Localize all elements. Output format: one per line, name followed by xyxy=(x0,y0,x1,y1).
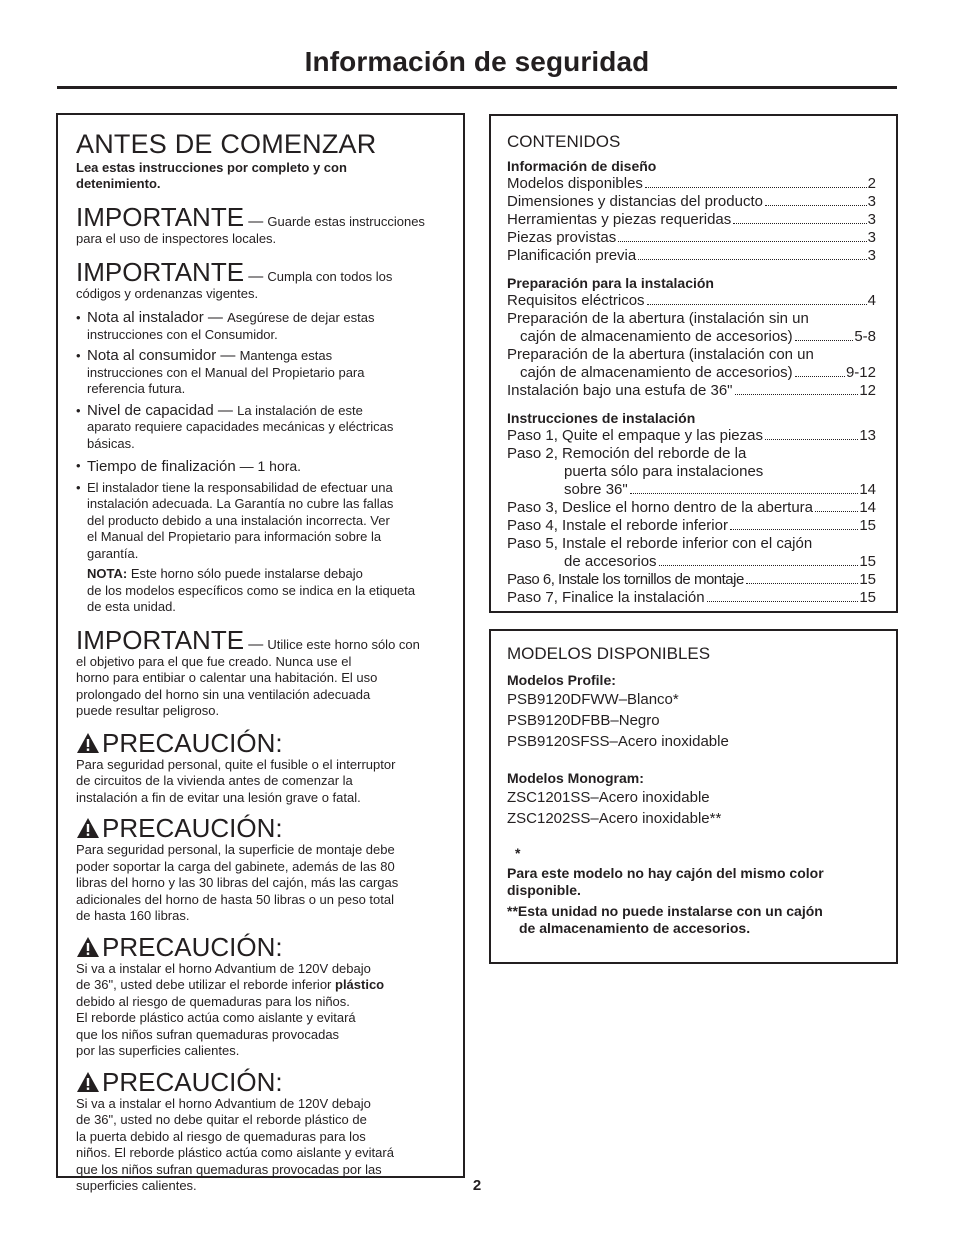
importante-heading: IMPORTANTE xyxy=(76,202,245,232)
importante-heading: IMPORTANTE xyxy=(76,256,245,287)
model-item: PSB9120DFBB–Negro xyxy=(507,712,660,729)
page-number: 2 xyxy=(472,1177,482,1194)
toc-entry[interactable]: Dimensiones y distancias del producto 3 xyxy=(507,193,876,210)
warning-triangle-icon xyxy=(76,817,100,839)
bullet-instalador: • El instalador tiene la responsabilidad de efectuar una instalación adecuada. La Garantía no cubre las fallas del producto debido a una instalación incorrecta. Ver el Manual del Propietario para información sobre la garantía. xyxy=(76,480,447,563)
profile-heading: Modelos Profile: xyxy=(507,672,616,688)
model-item: PSB9120DFWW–Blanco* xyxy=(507,691,679,708)
importante-2: IMPORTANTE — Cumpla con todos los códigos y ordenanzas vigentes. xyxy=(76,256,393,301)
contenidos-panel xyxy=(489,114,898,613)
nota: NOTA: Este horno sólo puede instalarse debajo de los modelos específicos como se indica en la etiqueta de esta unidad. xyxy=(87,566,416,614)
importante-heading: IMPORTANTE xyxy=(76,624,245,655)
modelos-title: MODELOS DISPONIBLES xyxy=(507,644,711,663)
toc-entry[interactable]: Paso 6, Instale los tornillos de montaje 15 xyxy=(507,571,876,588)
precaucion-2: PRECAUCIÓN: Para seguridad personal, la superficie de montaje debe poder soportar la carga del gabinete, además de las 80 libras del horno y las 30 libras del cajón, más las cargas adicionales del horno de hasta 50 libras o un peso total de hasta 160 libras. xyxy=(76,813,399,923)
toc-entry[interactable]: Paso 7, Finalice la instalación 15 xyxy=(507,589,876,606)
precaucion-heading: PRECAUCIÓN: xyxy=(102,1066,283,1097)
warning-triangle-icon xyxy=(76,732,100,754)
precaucion-heading: PRECAUCIÓN: xyxy=(102,727,283,758)
bullet-nivel-capacidad: • Nivel de capacidad — La instalación de este aparato requiere capacidades mecánicas y eléctricas básicas. xyxy=(76,403,447,453)
model-item: ZSC1202SS–Acero inoxidable** xyxy=(507,810,722,827)
toc-section-heading: Información de diseño xyxy=(507,158,657,174)
toc-section-heading: Instrucciones de instalación xyxy=(507,410,696,426)
bullet-nota-consumidor: • Nota al consumidor — Mantenga estas instrucciones con el Manual del Propietario para referencia futura. xyxy=(76,348,447,398)
toc-entry[interactable]: Planificación previa 3 xyxy=(507,247,876,264)
contenidos-title: CONTENIDOS xyxy=(507,132,621,151)
warning-triangle-icon xyxy=(76,936,100,958)
toc-entry[interactable]: Paso 5, Instale el reborde inferior con el cajón de accesorios 15 xyxy=(507,535,876,570)
precaucion-4: PRECAUCIÓN: Si va a instalar el horno Advantium de 120V debajo de 36", usted no debe quitar el reborde plástico de la puerta debido al riesgo de quemaduras para los niños. El reborde plástico actúa como aislante y evitará que los niños sufran quemaduras provocadas por las superficies calientes. xyxy=(76,1066,394,1193)
warning-triangle-icon xyxy=(76,1071,100,1093)
toc-section-heading: Preparación para la instalación xyxy=(507,275,714,291)
toc-entry[interactable]: Requisitos eléctricos 4 xyxy=(507,292,876,309)
precaucion-heading: PRECAUCIÓN: xyxy=(102,813,283,843)
model-item: PSB9120SFSS–Acero inoxidable xyxy=(507,733,729,750)
footnote-star: * xyxy=(515,845,521,861)
page-title: Información de seguridad xyxy=(304,46,650,77)
precaucion-3: PRECAUCIÓN: Si va a instalar el horno Advantium de 120V debajo de 36", usted debe utilizar el reborde inferior plástico debido al riesgo de quemaduras para los niños. El reborde plástico actúa como aislante y evitará que los niños sufran quemaduras provocadas por las superficies calientes. xyxy=(76,931,385,1058)
toc-entry[interactable]: Preparación de la abertura (instalación con un cajón de almacenamiento de accesorios) 9-12 xyxy=(507,346,876,381)
model-item: ZSC1201SS–Acero inoxidable xyxy=(507,789,710,806)
toc-entry[interactable]: Herramientas y piezas requeridas 3 xyxy=(507,211,876,228)
precaucion-1: PRECAUCIÓN: Para seguridad personal, quite el fusible o el interruptor de circuitos de la vivienda antes de comenzar la instalación a fin de evitar una lesión grave o fatal. xyxy=(76,727,396,805)
antes-subtitle: Lea estas instrucciones por completo y con detenimiento. xyxy=(76,160,347,191)
antes-de-comenzar-panel xyxy=(56,113,465,1193)
toc-entry[interactable]: Piezas provistas 3 xyxy=(507,229,876,246)
toc-entry[interactable]: Paso 2, Remoción del reborde de la puerta sólo para instalaciones sobre 36" 14 xyxy=(507,445,876,498)
toc-entry[interactable]: Preparación de la abertura (instalación sin un cajón de almacenamiento de accesorios) 5-8 xyxy=(507,310,876,345)
bullet-nota-instalador: • Nota al instalador — Asegúrese de dejar estas instrucciones con el Consumidor. xyxy=(76,310,447,343)
importante-3: IMPORTANTE — Utilice este horno sólo con el objetivo para el que fue creado. Nunca use el horno para entibiar o calentar una habitación. El uso prolongado del horno sin una ventilación adecuada puede resultar peligroso. xyxy=(76,624,420,718)
antes-heading: ANTES DE COMENZAR xyxy=(76,129,377,159)
toc-entry[interactable]: Instalación bajo una estufa de 36" 12 xyxy=(507,382,876,399)
modelos-disponibles-panel xyxy=(489,629,898,964)
footnote-1: Para este modelo no hay cajón del mismo color disponible. xyxy=(507,865,824,898)
toc-entry[interactable]: Paso 3, Deslice el horno dentro de la abertura 14 xyxy=(507,499,876,516)
title-divider xyxy=(57,86,897,89)
bullet-tiempo-finalizacion: • Tiempo de finalización — 1 hora. xyxy=(76,458,447,476)
toc-entry[interactable]: Paso 1, Quite el empaque y las piezas 13 xyxy=(507,427,876,444)
monogram-heading: Modelos Monogram: xyxy=(507,770,644,786)
toc-entry[interactable]: Modelos disponibles 2 xyxy=(507,175,876,192)
precaucion-heading: PRECAUCIÓN: xyxy=(102,931,283,962)
importante-1: IMPORTANTE — Guarde estas instrucciones para el uso de inspectores locales. xyxy=(76,202,425,246)
footnote-2: **Esta unidad no puede instalarse con un cajón de almacenamiento de accesorios. xyxy=(507,903,823,936)
toc-entry[interactable]: Paso 4, Instale el reborde inferior 15 xyxy=(507,517,876,534)
